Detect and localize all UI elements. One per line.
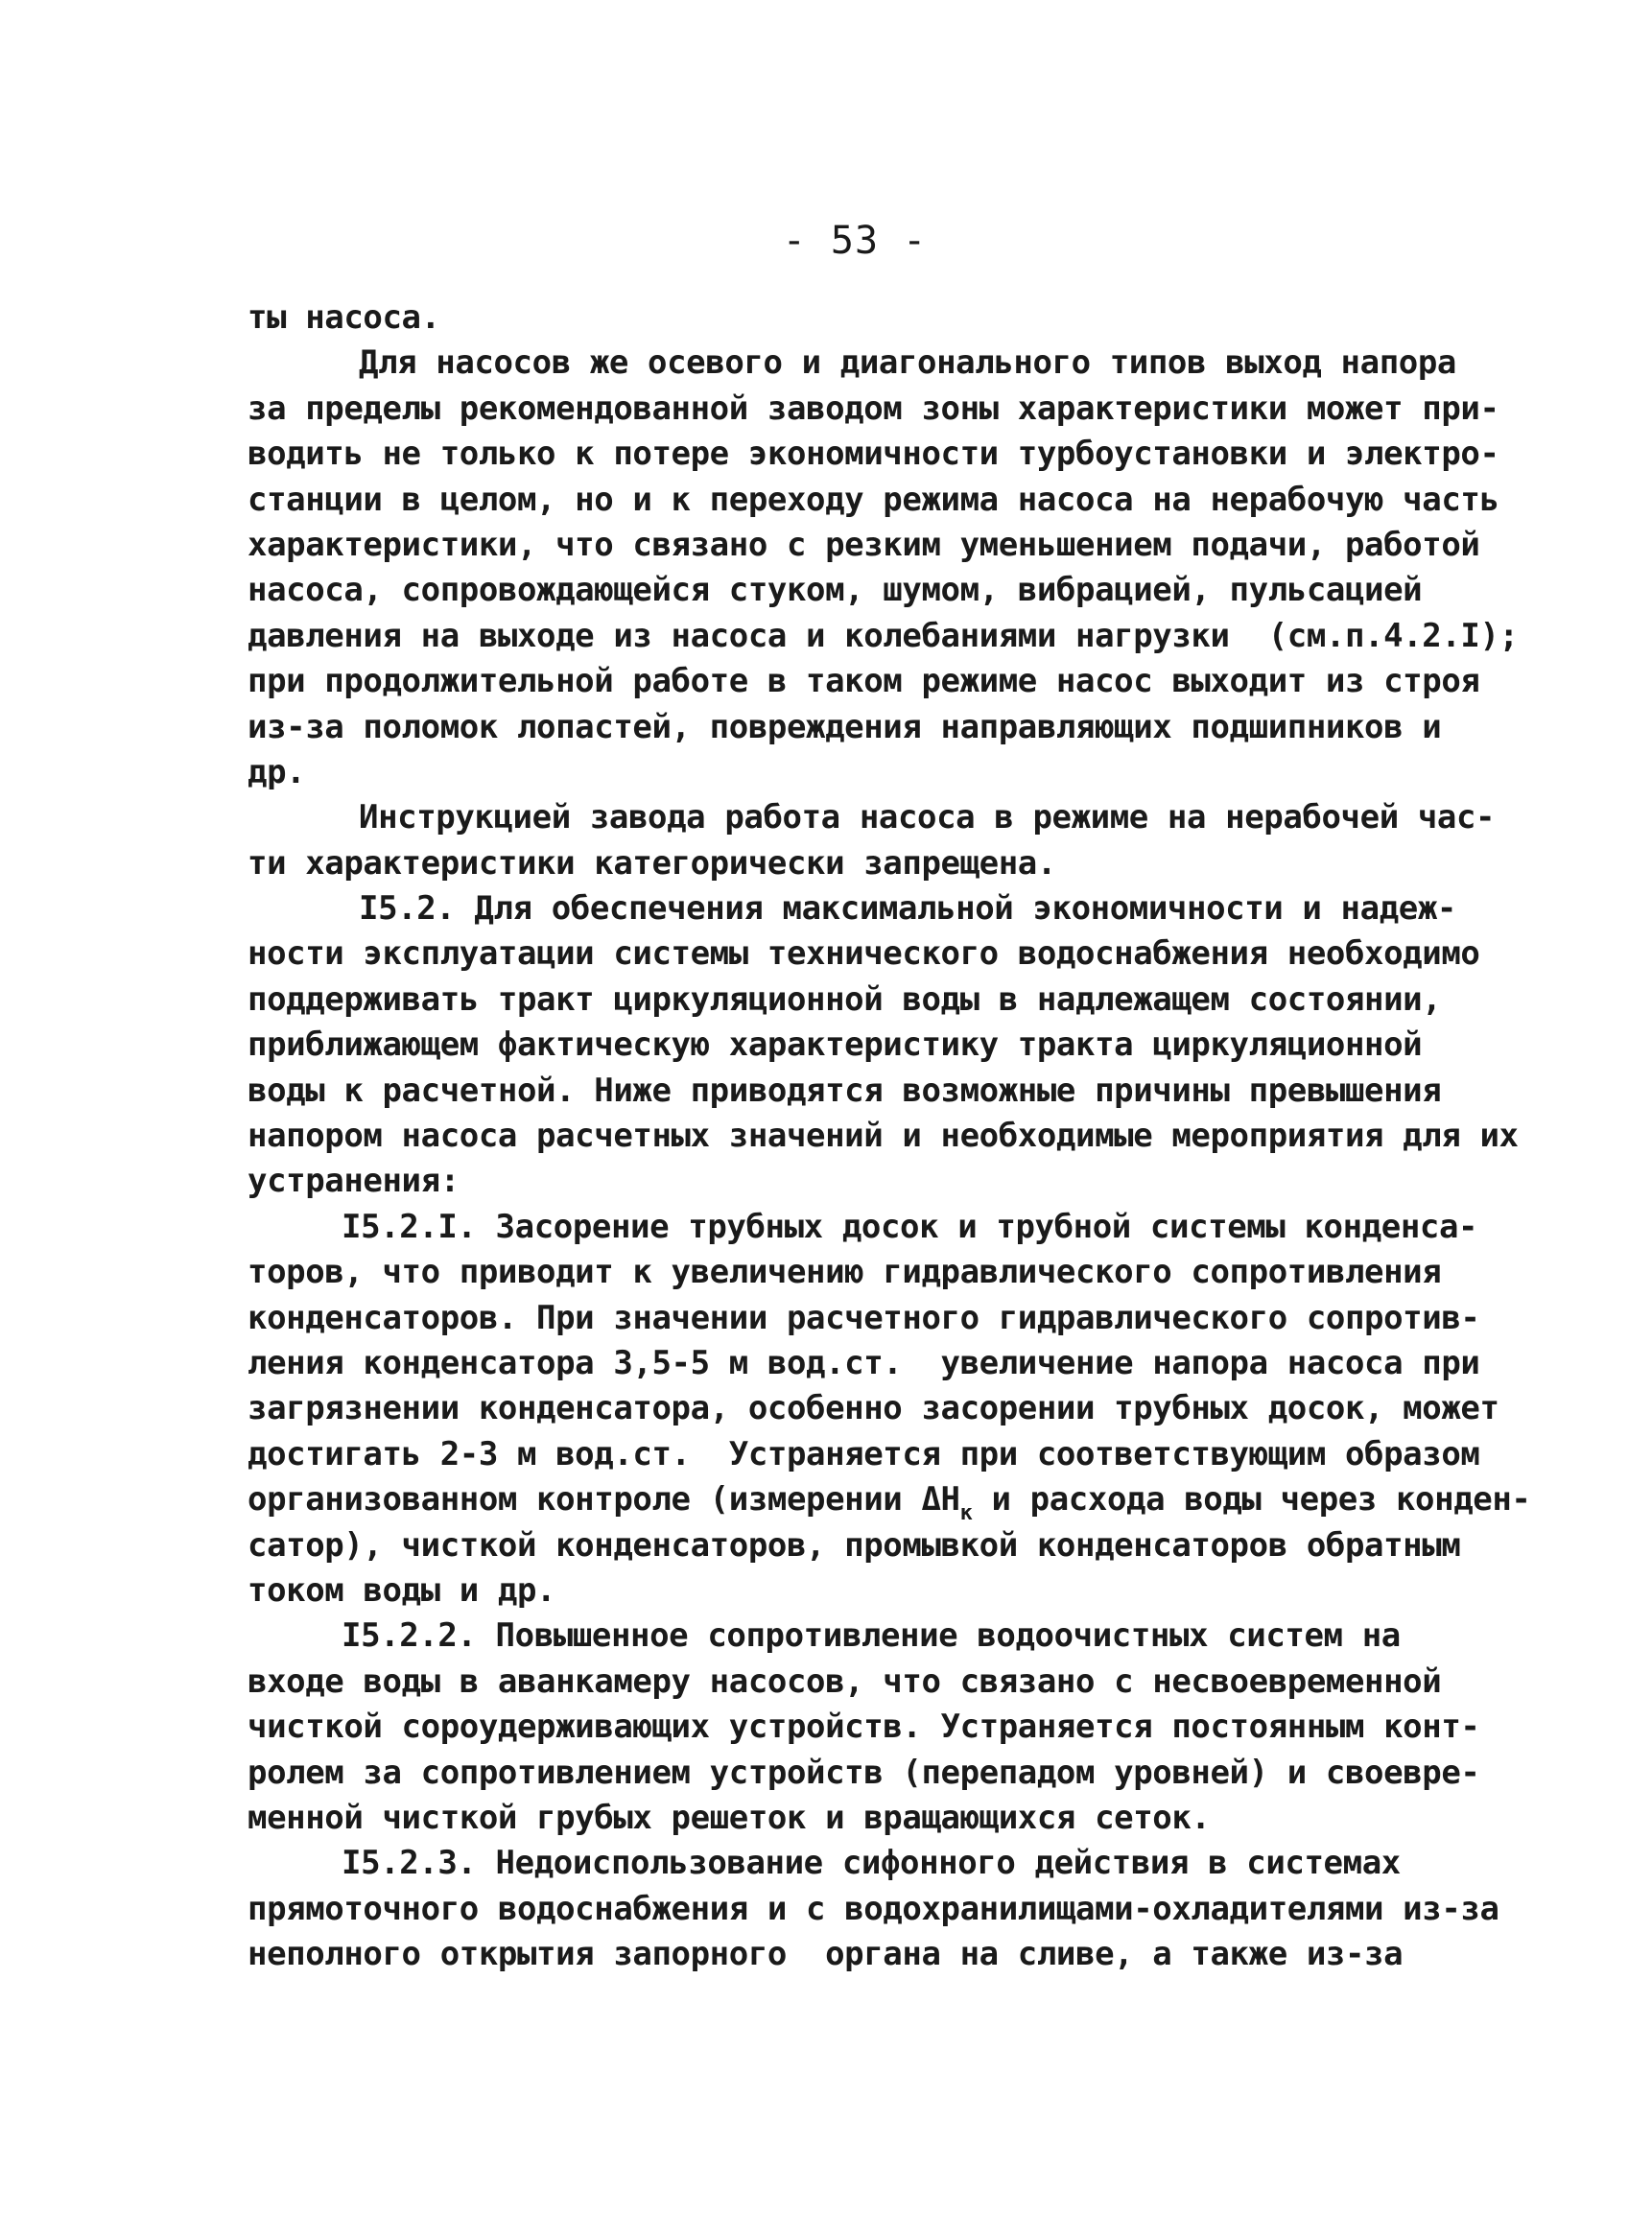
text-line-content: за пределы рекомендованной заводом зоны характеристики может при- xyxy=(248,389,1499,428)
text-line-content: водить не только к потере экономичности турбоустановки и электро- xyxy=(248,435,1499,474)
text-line-content: загрязнении конденсатора, особенно засорении трубных досок, может xyxy=(248,1389,1499,1428)
text-line-content: ности эксплуатации системы технического водоснабжения необходимо xyxy=(248,934,1480,974)
text-line xyxy=(248,387,1514,432)
text-line-content: Инструкцией завода работа насоса в режиме на нерабочей час- xyxy=(359,798,1496,837)
text-line-content: током воды и др. xyxy=(248,1570,556,1610)
text-line-content: прямоточного водоснабжения и с водохранилищами-охладителями из-за xyxy=(248,1889,1499,1928)
text-line xyxy=(248,295,1514,341)
text-line xyxy=(248,750,1514,795)
text-line xyxy=(248,1386,1514,1431)
text-line xyxy=(248,1796,1514,1841)
text-line-content: I5.2.I. Засорение трубных досок и трубной системы конденса- xyxy=(342,1207,1478,1246)
text-line-content: достигать 2-3 м вод.ст. Устраняется при соответствующим образом xyxy=(248,1434,1480,1473)
text-line xyxy=(248,1477,1531,1526)
text-line xyxy=(248,1250,1514,1295)
text-line xyxy=(248,1341,1514,1386)
text-line xyxy=(248,1023,1514,1068)
text-line xyxy=(248,1296,1514,1341)
text-line-content: I5.2.3. Недоиспользование сифонного действия в системах xyxy=(342,1844,1401,1883)
text-line xyxy=(248,1841,1514,1886)
text-line xyxy=(248,1751,1514,1796)
text-line xyxy=(248,614,1519,659)
text-line xyxy=(248,568,1514,613)
body-text xyxy=(248,295,1531,1977)
text-line-content: I5.2.2. Повышенное сопротивление водоочистных систем на xyxy=(342,1616,1401,1656)
text-line xyxy=(248,1660,1514,1705)
text-line-content: поддерживать тракт циркуляционной воды в надлежащем состоянии, xyxy=(248,979,1442,1019)
text-line-content: входе воды в аванкамеру насосов, что связано с несвоевременной xyxy=(248,1661,1442,1701)
text-line xyxy=(248,1069,1514,1114)
text-line-content: I5.2. Для обеспечения максимальной экономичности и надеж- xyxy=(359,889,1456,929)
text-line xyxy=(248,1159,1514,1204)
text-line-content: ты насоса. xyxy=(248,298,440,337)
text-line xyxy=(248,1432,1514,1477)
text-line-content: насоса, сопровождающейся стуком, шумом, вибрацией, пульсацией xyxy=(248,571,1423,610)
text-line xyxy=(248,795,1514,840)
text-line-content: станции в целом, но и к переходу режима насоса на нерабочую часть xyxy=(248,480,1499,519)
text-line-content: при продолжительной работе в таком режиме насос выходит из строя xyxy=(248,662,1480,701)
text-line-content: чисткой сороудерживающих устройств. Устраняется постоянным конт- xyxy=(248,1708,1480,1747)
text-line xyxy=(248,1932,1514,1977)
text-line-content: конденсаторов. При значении расчетного гидравлического сопротив- xyxy=(248,1298,1480,1337)
text-line xyxy=(248,432,1514,477)
text-line xyxy=(248,931,1514,977)
text-line xyxy=(248,1705,1514,1750)
subscript: к xyxy=(959,1501,973,1526)
text-line xyxy=(248,1887,1514,1932)
text-line xyxy=(248,1114,1519,1159)
text-line-content: характеристики, что связано с резким уменьшением подачи, работой xyxy=(248,525,1480,564)
text-line-continuation: и расхода воды через конден- xyxy=(972,1480,1531,1520)
text-line-content: давления на выходе из насоса и колебаниями нагрузки (см.п.4.2.I); xyxy=(248,616,1519,655)
text-line xyxy=(248,1523,1514,1568)
text-line-content: др. xyxy=(248,752,306,791)
text-line xyxy=(248,341,1514,386)
text-line-content: напором насоса расчетных значений и необходимые мероприятия для их xyxy=(248,1117,1519,1156)
page-number: - 53 - xyxy=(782,219,928,263)
text-line-content: ролем за сопротивлением устройств (перепадом уровней) и своевре- xyxy=(248,1753,1480,1792)
text-line xyxy=(248,978,1514,1023)
text-line-content: сатор), чисткой конденсаторов, промывкой конденсаторов обратным xyxy=(248,1525,1461,1565)
text-line-content: торов, что приводит к увеличению гидравлического сопротивления xyxy=(248,1253,1442,1292)
text-line-content: неполного открытия запорного органа на сливе, а также из-за xyxy=(248,1935,1404,1974)
text-line-content: менной чисткой грубых решеток и вращающихся сеток. xyxy=(248,1798,1211,1837)
text-line xyxy=(248,478,1514,523)
text-line-content: воды к расчетной. Ниже приводятся возможные причины превышения xyxy=(248,1071,1442,1110)
text-line xyxy=(248,1614,1514,1659)
text-line xyxy=(248,523,1514,568)
text-line xyxy=(248,659,1514,704)
text-line xyxy=(248,886,1514,931)
text-line-content: приближающем фактическую характеристику тракта циркуляционной xyxy=(248,1025,1423,1065)
text-line xyxy=(248,841,1514,886)
text-line-content: из-за поломок лопастей, повреждения направляющих подшипников и xyxy=(248,707,1442,746)
text-line-content: Для насосов же осевого и диагонального типов выход напора xyxy=(359,343,1456,383)
text-line xyxy=(248,1568,1514,1614)
text-line-content: ления конденсатора 3,5-5 м вод.ст. увеличение напора насоса при xyxy=(248,1343,1480,1382)
text-line xyxy=(248,705,1514,750)
text-line-content: организованном контроле (измерении ΔH xyxy=(248,1480,960,1520)
text-line-content: ти характеристики категорически запрещена. xyxy=(248,843,1056,883)
text-line-content: устранения: xyxy=(248,1162,460,1201)
text-line xyxy=(248,1205,1514,1250)
